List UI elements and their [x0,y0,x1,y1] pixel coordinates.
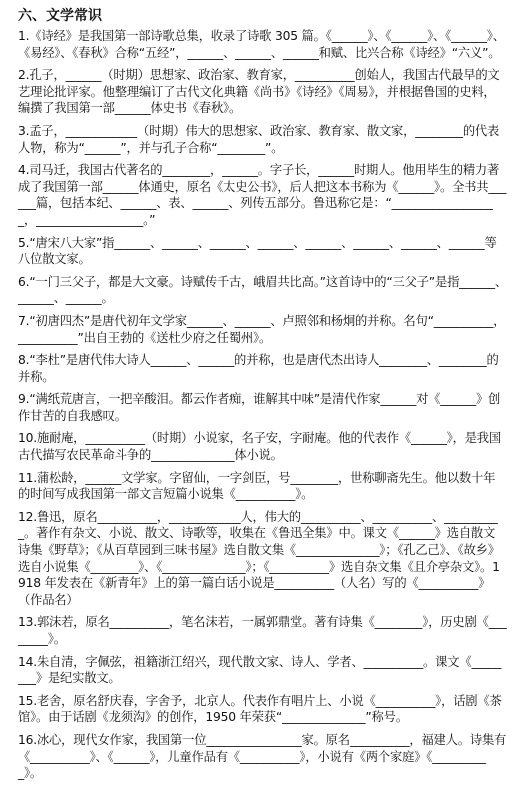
question-16: 16.冰心，现代女作家，我国第一位________________家。原名__________，福建人。诗集有《__________》、《______》，儿童作品有《__________》，小说有《两个家庭》《__________》。 [18,732,507,781]
question-14: 14.朱自清，字佩弦，祖籍浙江绍兴，现代散文家、诗人、学者、__________。课文《________》是纪实散文。 [18,654,502,686]
question-5: 5.“唐宋八大家”指______、______、______、______、______、______、______、______等八位散文家。 [18,235,497,267]
question-11: 11.蒲松龄，______文学家。字留仙，一字剑臣，号________，世称聊斋先生。他以数十年的时间写成我国第一部文言短篇小说集《__________》。 [18,470,496,502]
question-3: 3.孟子，____________（时期）伟大的思想家、政治家、教育家、散文家，________的代表人物，称为“______”，并与孔子合称“________”。 [18,123,500,155]
question-10: 10.施耐庵，__________（时期）小说家，名子安，字耐庵。他的代表作《______》，是我国古代描写农民革命斗争的______________体小说。 [18,431,501,463]
question-9: 9.“满纸荒唐言，一把辛酸泪。都云作者痴，谁解其中味”是清代作家______对《______》创作甘苦的自我感叹。 [18,392,501,423]
question-6: 6.“一门三父子，都是大文豪。诗赋传千古，峨眉共比高。”这首诗中的“三父子”是指______、______、______。 [18,274,507,306]
question-13: 13.郭沫若，原名__________，笔名沫若，一属郭鼎堂。著有诗集《________》，历史剧《________》。 [18,615,507,646]
question-8: 8.“李杜”是唐代伟大诗人______、______的并称，也是唐代杰出诗人________、________的并称。 [18,353,499,384]
question-7: 7.“初唐四杰”是唐代初年文学家______、______、卢照邻和杨炯的并称。名句“__________，__________”出自王勃的《送杜少府之任蜀州》。 [18,313,506,345]
question-15: 15.老舍，原名舒庆春，字舍予，北京人。代表作有唱片上、小说《__________》，话剧《茶馆》。由于话剧《龙须沟》的创作，1950 年荣获“______________”称号。 [18,693,502,725]
question-2: 2.孔子，______（时期）思想家、政治家、教育家，__________创始人，我国古代最早的文艺理论批评家。他整理编订了古代文化典籍《尚书》《诗经》《周易》，并根据鲁国的史料，编撰了我国第一部______体史书《春秋》。 [18,68,500,116]
question-4: 4.司马迁，我国古代著名的________，______。字子长，______时期人。他用毕生的精力著成了我国第一部______体通史，原名《太史公书》，后人把这本书称为《______》。全书共______篇，包括本纪、______、表、______、列传五部分。鲁迅称它是：“__________________，__________________。” [18,163,507,227]
question-1: 1.《诗经》是我国第一部诗歌总集，收录了诗歌 305 篇。《______》、《______》、《______》、《易经》、《春秋》合称“五经”，______、______、______和赋、比兴合称《诗经》“六义”。 [18,29,505,60]
section-heading: 六、文学常识 [18,8,102,24]
question-12: 12.鲁迅，原名__________，____________人，伟大的__________、__________、__________。著作有杂文、小说、散文、诗歌等，收集在《鲁迅全集》中。课文《______》选自散文诗集《野草》；《从百草园到三味书屋》选自散文集《______________》；《孔乙己》、《故乡》选自小说集《________》、《______________》；《__________》选自杂文集《且介亭杂文》。1918 年发表在《新青年》上的第一篇白话小说是__________（人名）写的《__________》（作品名） [18,509,500,607]
